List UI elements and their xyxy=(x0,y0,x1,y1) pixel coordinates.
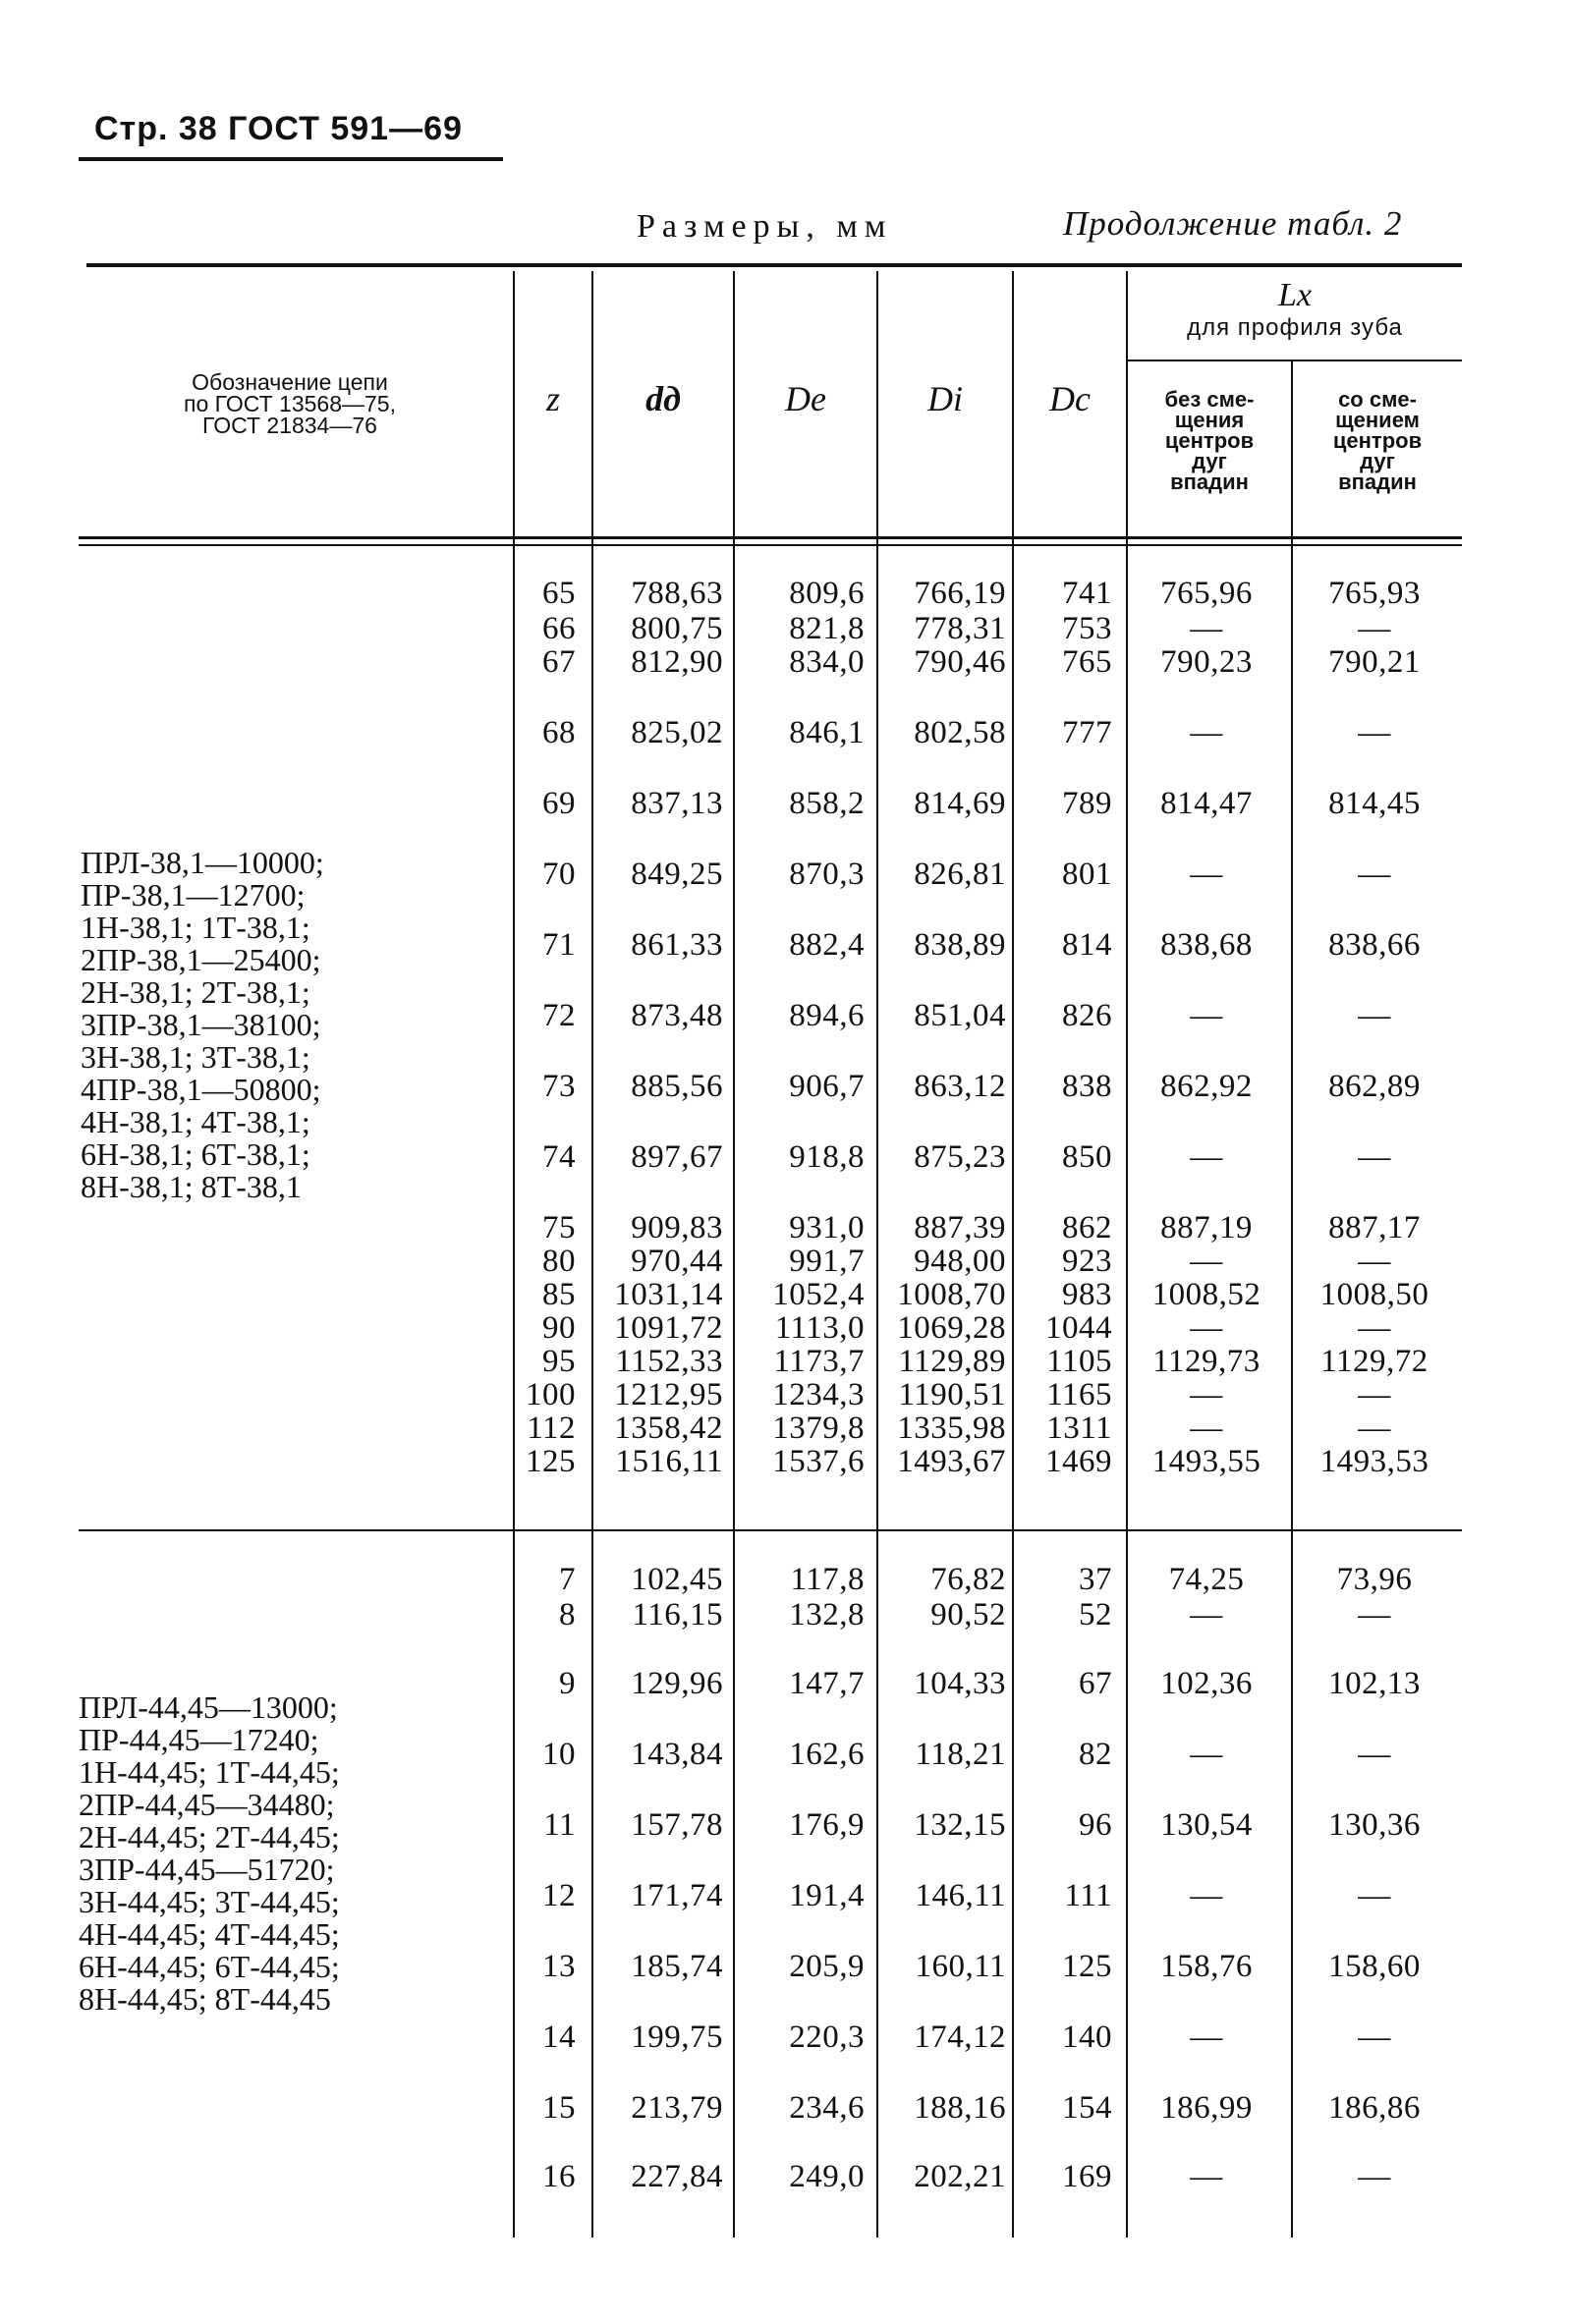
cell-lx2: 765,93 xyxy=(1328,576,1421,611)
cell-dc: 82 xyxy=(1079,1737,1112,1772)
cell-lx1: — xyxy=(1190,1878,1223,1913)
cell-lx2: 887,17 xyxy=(1328,1210,1421,1245)
cell-dc: 1105 xyxy=(1046,1344,1112,1379)
cell-z: 100 xyxy=(526,1377,576,1412)
cell-z: 14 xyxy=(542,2020,576,2055)
standard-label: ГОСТ 591—69 xyxy=(228,110,463,147)
cell-dd: 837,13 xyxy=(631,786,723,821)
cell-lx2: — xyxy=(1358,1737,1391,1772)
cell-de: 1173,7 xyxy=(773,1344,865,1379)
cell-di: 826,81 xyxy=(914,857,1006,892)
cell-lx2: 130,36 xyxy=(1328,1807,1421,1843)
cell-dd: 788,63 xyxy=(631,576,723,611)
chain-designation: ПРЛ-44,45—13000; xyxy=(79,1689,338,1725)
cell-de: 162,6 xyxy=(789,1737,865,1772)
cell-z: 73 xyxy=(542,1069,576,1104)
with-offset-header-line: впадин xyxy=(1338,470,1417,494)
cell-lx2: — xyxy=(1358,1597,1391,1632)
no-offset-header-line: впадин xyxy=(1170,470,1249,494)
cell-dd: 1031,14 xyxy=(614,1277,723,1312)
cell-di: 1190,51 xyxy=(898,1377,1006,1412)
cell-de: 147,7 xyxy=(789,1666,865,1701)
cell-de: 918,8 xyxy=(789,1139,865,1175)
de-header: De xyxy=(785,379,826,418)
cell-z: 70 xyxy=(542,857,576,892)
cell-di: 948,00 xyxy=(914,1244,1006,1279)
cell-lx1: — xyxy=(1190,1310,1223,1346)
cell-de: 1234,3 xyxy=(772,1377,865,1412)
cell-dc: 801 xyxy=(1062,857,1112,892)
chain-designation: 2Н-44,45; 2Т-44,45; xyxy=(79,1819,340,1854)
cell-z: 12 xyxy=(542,1878,576,1913)
designation-header xyxy=(138,371,442,436)
cell-dc: 1311 xyxy=(1046,1411,1112,1446)
cell-lx1: 862,92 xyxy=(1160,1069,1253,1104)
cell-de: 834,0 xyxy=(789,644,865,680)
cell-dd: 909,83 xyxy=(631,1210,723,1245)
with-offset-header xyxy=(1293,389,1462,492)
chain-designation: 2ПР-44,45—34480; xyxy=(79,1787,335,1822)
cell-lx1: 1493,55 xyxy=(1151,1444,1261,1479)
cell-dc: 67 xyxy=(1079,1666,1112,1701)
cell-lx2: 186,86 xyxy=(1328,2090,1421,2126)
no-offset-header-line: дуг xyxy=(1192,449,1227,473)
cell-di: 802,58 xyxy=(914,715,1006,750)
cell-z: 125 xyxy=(526,1444,576,1479)
cell-de: 205,9 xyxy=(789,1949,865,1984)
cell-lx2: 102,13 xyxy=(1328,1666,1421,1701)
lx-subtitle: для профиля зуба xyxy=(1187,314,1403,341)
cell-dd: 116,15 xyxy=(632,1597,723,1632)
cell-lx1: — xyxy=(1190,857,1223,892)
cell-di: 875,23 xyxy=(914,1139,1006,1175)
cell-de: 1537,6 xyxy=(772,1444,865,1479)
cell-z: 16 xyxy=(542,2159,576,2194)
cell-di: 838,89 xyxy=(914,927,1006,963)
cell-lx1: — xyxy=(1190,998,1223,1033)
chain-designation: 2Н-38,1; 2Т-38,1; xyxy=(81,974,310,1010)
col-divider-lx-sub xyxy=(1291,361,1293,2238)
cell-lx2: 1493,53 xyxy=(1319,1444,1429,1479)
cell-dd: 227,84 xyxy=(631,2159,723,2194)
cell-lx2: — xyxy=(1358,1411,1391,1446)
cell-z: 10 xyxy=(542,1737,576,1772)
cell-di: 160,11 xyxy=(915,1949,1006,1984)
cell-dd: 143,84 xyxy=(631,1737,723,1772)
chain-designation: ПР-38,1—12700; xyxy=(81,877,306,913)
no-offset-header-line: без сме- xyxy=(1164,387,1255,412)
cell-de: 234,6 xyxy=(789,2090,865,2126)
chain-designation: 3Н-44,45; 3Т-44,45; xyxy=(79,1884,340,1919)
cell-dd: 171,74 xyxy=(631,1878,723,1913)
cell-di: 174,12 xyxy=(914,2020,1006,2055)
cell-de: 846,1 xyxy=(789,715,865,750)
cell-z: 80 xyxy=(542,1244,576,1279)
lx-sub-rule xyxy=(1126,360,1462,361)
cell-di: 863,12 xyxy=(914,1069,1006,1104)
cell-de: 906,7 xyxy=(789,1069,865,1104)
cell-lx1: 1129,73 xyxy=(1152,1344,1261,1379)
cell-di: 1129,89 xyxy=(898,1344,1006,1379)
cell-de: 809,6 xyxy=(789,576,865,611)
cell-de: 132,8 xyxy=(789,1597,865,1632)
cell-di: 1008,70 xyxy=(897,1277,1006,1312)
lx-header: Lx xyxy=(1278,277,1312,313)
cell-lx1: — xyxy=(1190,2159,1223,2194)
cell-lx1: — xyxy=(1190,611,1223,646)
caption-continuation: Продолжение табл. 2 xyxy=(1063,204,1403,243)
cell-dc: 850 xyxy=(1062,1139,1112,1175)
cell-di: 90,52 xyxy=(930,1597,1006,1632)
cell-dc: 923 xyxy=(1062,1244,1112,1279)
cell-lx1: 887,19 xyxy=(1160,1210,1253,1245)
cell-z: 67 xyxy=(542,644,576,680)
cell-di: 1335,98 xyxy=(897,1411,1006,1446)
cell-lx1: — xyxy=(1190,2020,1223,2055)
cell-dd: 885,56 xyxy=(631,1069,723,1104)
cell-dd: 812,90 xyxy=(631,644,723,680)
cell-lx1: 158,76 xyxy=(1160,1949,1253,1984)
chain-designation: 4ПР-38,1—50800; xyxy=(81,1072,321,1107)
dd-header: dд xyxy=(645,379,681,418)
cell-z: 13 xyxy=(542,1949,576,1984)
chain-list-44 xyxy=(79,1691,340,2016)
cell-de: 931,0 xyxy=(789,1210,865,1245)
cell-dc: 826 xyxy=(1062,998,1112,1033)
cell-dd: 129,96 xyxy=(631,1666,723,1701)
cell-de: 1113,0 xyxy=(774,1310,865,1346)
cell-lx1: 814,47 xyxy=(1160,786,1253,821)
cell-z: 8 xyxy=(559,1597,576,1632)
cell-dc: 789 xyxy=(1062,786,1112,821)
table-top-rule xyxy=(86,263,1462,267)
cell-lx1: — xyxy=(1190,1597,1223,1632)
cell-dc: 1469 xyxy=(1045,1444,1112,1479)
cell-dd: 1212,95 xyxy=(614,1377,723,1412)
cell-di: 790,46 xyxy=(914,644,1006,680)
cell-z: 112 xyxy=(527,1411,576,1446)
cell-z: 7 xyxy=(559,1562,576,1597)
cell-lx2: 1129,72 xyxy=(1320,1344,1429,1379)
cell-dc: 154 xyxy=(1062,2090,1112,2126)
cell-dd: 157,78 xyxy=(631,1807,723,1843)
cell-de: 882,4 xyxy=(789,927,865,963)
cell-lx2: — xyxy=(1358,715,1391,750)
cell-lx2: — xyxy=(1358,1139,1391,1175)
cell-dd: 199,75 xyxy=(631,2020,723,2055)
cell-lx2: 1008,50 xyxy=(1319,1277,1429,1312)
cell-di: 814,69 xyxy=(914,786,1006,821)
cell-de: 821,8 xyxy=(789,611,865,646)
cell-z: 66 xyxy=(542,611,576,646)
cell-lx2: 814,45 xyxy=(1328,786,1421,821)
cell-de: 191,4 xyxy=(789,1878,865,1913)
cell-di: 146,11 xyxy=(915,1878,1006,1913)
cell-lx2: — xyxy=(1358,1377,1391,1412)
cell-dc: 1165 xyxy=(1046,1377,1112,1412)
cell-dc: 96 xyxy=(1079,1807,1112,1843)
designation-header-line: ГОСТ 21834—76 xyxy=(202,413,377,438)
cell-di: 118,21 xyxy=(915,1737,1006,1772)
chain-list-38 xyxy=(81,847,324,1203)
cell-z: 90 xyxy=(542,1310,576,1346)
cell-lx1: 186,99 xyxy=(1160,2090,1253,2126)
chain-designation: 3Н-38,1; 3Т-38,1; xyxy=(81,1039,310,1075)
cell-lx2: 73,96 xyxy=(1336,1562,1413,1597)
cell-dc: 1044 xyxy=(1045,1310,1112,1346)
chain-designation: ПРЛ-38,1—10000; xyxy=(81,845,324,880)
cell-lx1: — xyxy=(1190,1139,1223,1175)
cell-de: 870,3 xyxy=(789,857,865,892)
di-header: Di xyxy=(927,379,963,418)
cell-dc: 741 xyxy=(1062,576,1112,611)
cell-di: 1493,67 xyxy=(897,1444,1006,1479)
cell-de: 249,0 xyxy=(789,2159,865,2194)
cell-lx2: 862,89 xyxy=(1328,1069,1421,1104)
chain-designation: 1Н-44,45; 1Т-44,45; xyxy=(79,1754,340,1790)
cell-z: 75 xyxy=(542,1210,576,1245)
cell-lx1: 74,25 xyxy=(1168,1562,1245,1597)
cell-lx2: 158,60 xyxy=(1328,1949,1421,1984)
cell-dc: 777 xyxy=(1062,715,1112,750)
cell-lx2: 838,66 xyxy=(1328,927,1421,963)
dc-header: Dc xyxy=(1049,379,1091,418)
cell-dd: 873,48 xyxy=(631,998,723,1033)
cell-dd: 825,02 xyxy=(631,715,723,750)
cell-lx2: — xyxy=(1358,998,1391,1033)
cell-lx1: — xyxy=(1190,1737,1223,1772)
cell-de: 1379,8 xyxy=(772,1411,865,1446)
no-offset-header-line: щения xyxy=(1174,408,1245,432)
designation-header-line: Обозначение цепи xyxy=(192,369,388,395)
cell-z: 11 xyxy=(543,1807,576,1843)
cell-de: 991,7 xyxy=(789,1244,865,1279)
cell-lx2: — xyxy=(1358,857,1391,892)
cell-dc: 125 xyxy=(1062,1949,1112,1984)
cell-dd: 213,79 xyxy=(631,2090,723,2126)
cell-di: 104,33 xyxy=(914,1666,1006,1701)
cell-dc: 862 xyxy=(1062,1210,1112,1245)
cell-lx1: — xyxy=(1190,1244,1223,1279)
cell-lx2: — xyxy=(1358,1310,1391,1346)
cell-lx2: — xyxy=(1358,2020,1391,2055)
col-divider-lx xyxy=(1126,271,1128,2238)
cell-z: 15 xyxy=(542,2090,576,2126)
cell-dc: 111 xyxy=(1064,1878,1112,1913)
cell-dc: 169 xyxy=(1062,2159,1112,2194)
chain-designation: 6Н-44,45; 6Т-44,45; xyxy=(79,1949,340,1984)
cell-lx1: — xyxy=(1190,1411,1223,1446)
with-offset-header-line: со сме- xyxy=(1338,387,1417,412)
cell-dc: 765 xyxy=(1062,644,1112,680)
cell-z: 72 xyxy=(542,998,576,1033)
with-offset-header-line: щением xyxy=(1335,408,1420,432)
cell-di: 887,39 xyxy=(914,1210,1006,1245)
chain-designation: 8Н-44,45; 8Т-44,45 xyxy=(79,1981,331,2017)
chain-designation: 4Н-44,45; 4Т-44,45; xyxy=(79,1916,340,1952)
chain-designation: 3ПР-38,1—38100; xyxy=(81,1007,321,1042)
cell-dd: 849,25 xyxy=(631,857,723,892)
with-offset-header-line: дуг xyxy=(1360,449,1395,473)
cell-de: 858,2 xyxy=(789,786,865,821)
cell-z: 95 xyxy=(542,1344,576,1379)
cell-z: 71 xyxy=(542,927,576,963)
no-offset-header xyxy=(1128,389,1291,492)
cell-lx2: — xyxy=(1358,1878,1391,1913)
cell-lx1: 790,23 xyxy=(1160,644,1253,680)
cell-dc: 983 xyxy=(1062,1277,1112,1312)
cell-dd: 185,74 xyxy=(631,1949,723,1984)
cell-lx1: — xyxy=(1190,715,1223,750)
z-header: z xyxy=(545,379,560,418)
with-offset-header-line: центров xyxy=(1332,428,1423,453)
cell-dc: 37 xyxy=(1079,1562,1112,1597)
chain-designation: 4Н-38,1; 4Т-38,1; xyxy=(81,1104,310,1139)
cell-di: 766,19 xyxy=(914,576,1006,611)
cell-z: 9 xyxy=(559,1666,576,1701)
cell-dd: 897,67 xyxy=(631,1139,723,1175)
cell-dd: 861,33 xyxy=(631,927,723,963)
cell-de: 220,3 xyxy=(789,2020,865,2055)
cell-dd: 1091,72 xyxy=(614,1310,723,1346)
cell-dd: 102,45 xyxy=(631,1562,723,1597)
chain-designation: 8Н-38,1; 8Т-38,1 xyxy=(81,1169,302,1204)
header-rule xyxy=(79,157,503,161)
cell-de: 176,9 xyxy=(789,1807,865,1843)
cell-z: 68 xyxy=(542,715,576,750)
cell-dd: 1516,11 xyxy=(615,1444,723,1479)
chain-designation: ПР-44,45—17240; xyxy=(79,1722,319,1757)
cell-dc: 814 xyxy=(1062,927,1112,963)
cell-z: 85 xyxy=(542,1277,576,1312)
cell-dc: 838 xyxy=(1062,1069,1112,1104)
cell-lx1: — xyxy=(1190,1377,1223,1412)
designation-header-line: по ГОСТ 13568—75, xyxy=(184,391,396,416)
cell-lx1: 130,54 xyxy=(1160,1807,1253,1843)
cell-lx2: 790,21 xyxy=(1328,644,1421,680)
cell-di: 202,21 xyxy=(914,2159,1006,2194)
cell-lx1: 102,36 xyxy=(1160,1666,1253,1701)
cell-lx1: 765,96 xyxy=(1160,576,1253,611)
cell-lx2: — xyxy=(1358,2159,1391,2194)
header-bottom-rule-2 xyxy=(79,544,1462,546)
header-bottom-rule-1 xyxy=(79,536,1462,539)
group-separator-rule xyxy=(79,1529,1462,1531)
cell-dd: 970,44 xyxy=(631,1244,723,1279)
cell-lx2: — xyxy=(1358,611,1391,646)
cell-dd: 1358,42 xyxy=(614,1411,723,1446)
cell-di: 76,82 xyxy=(930,1562,1006,1597)
cell-de: 894,6 xyxy=(789,998,865,1033)
cell-dd: 1152,33 xyxy=(615,1344,723,1379)
page-header xyxy=(94,110,463,148)
chain-designation: 3ПР-44,45—51720; xyxy=(79,1852,335,1887)
chain-designation: 2ПР-38,1—25400; xyxy=(81,942,321,977)
cell-dc: 140 xyxy=(1062,2020,1112,2055)
cell-lx2: — xyxy=(1358,1244,1391,1279)
cell-di: 188,16 xyxy=(914,2090,1006,2126)
cell-dc: 52 xyxy=(1079,1597,1112,1632)
chain-designation: 1Н-38,1; 1Т-38,1; xyxy=(81,910,310,945)
cell-lx1: 1008,52 xyxy=(1151,1277,1261,1312)
caption-sizes: Размеры, мм xyxy=(637,208,893,245)
cell-di: 851,04 xyxy=(914,998,1006,1033)
no-offset-header-line: центров xyxy=(1164,428,1255,453)
page-label: Стр. 38 xyxy=(94,110,218,147)
cell-di: 1069,28 xyxy=(897,1310,1006,1346)
cell-z: 69 xyxy=(542,786,576,821)
cell-de: 117,8 xyxy=(790,1562,865,1597)
cell-lx1: 838,68 xyxy=(1160,927,1253,963)
cell-dd: 800,75 xyxy=(631,611,723,646)
cell-z: 65 xyxy=(542,576,576,611)
cell-z: 74 xyxy=(542,1139,576,1175)
cell-dc: 753 xyxy=(1062,611,1112,646)
cell-de: 1052,4 xyxy=(772,1277,865,1312)
cell-di: 778,31 xyxy=(914,611,1006,646)
cell-di: 132,15 xyxy=(914,1807,1006,1843)
chain-designation: 6Н-38,1; 6Т-38,1; xyxy=(81,1136,310,1172)
